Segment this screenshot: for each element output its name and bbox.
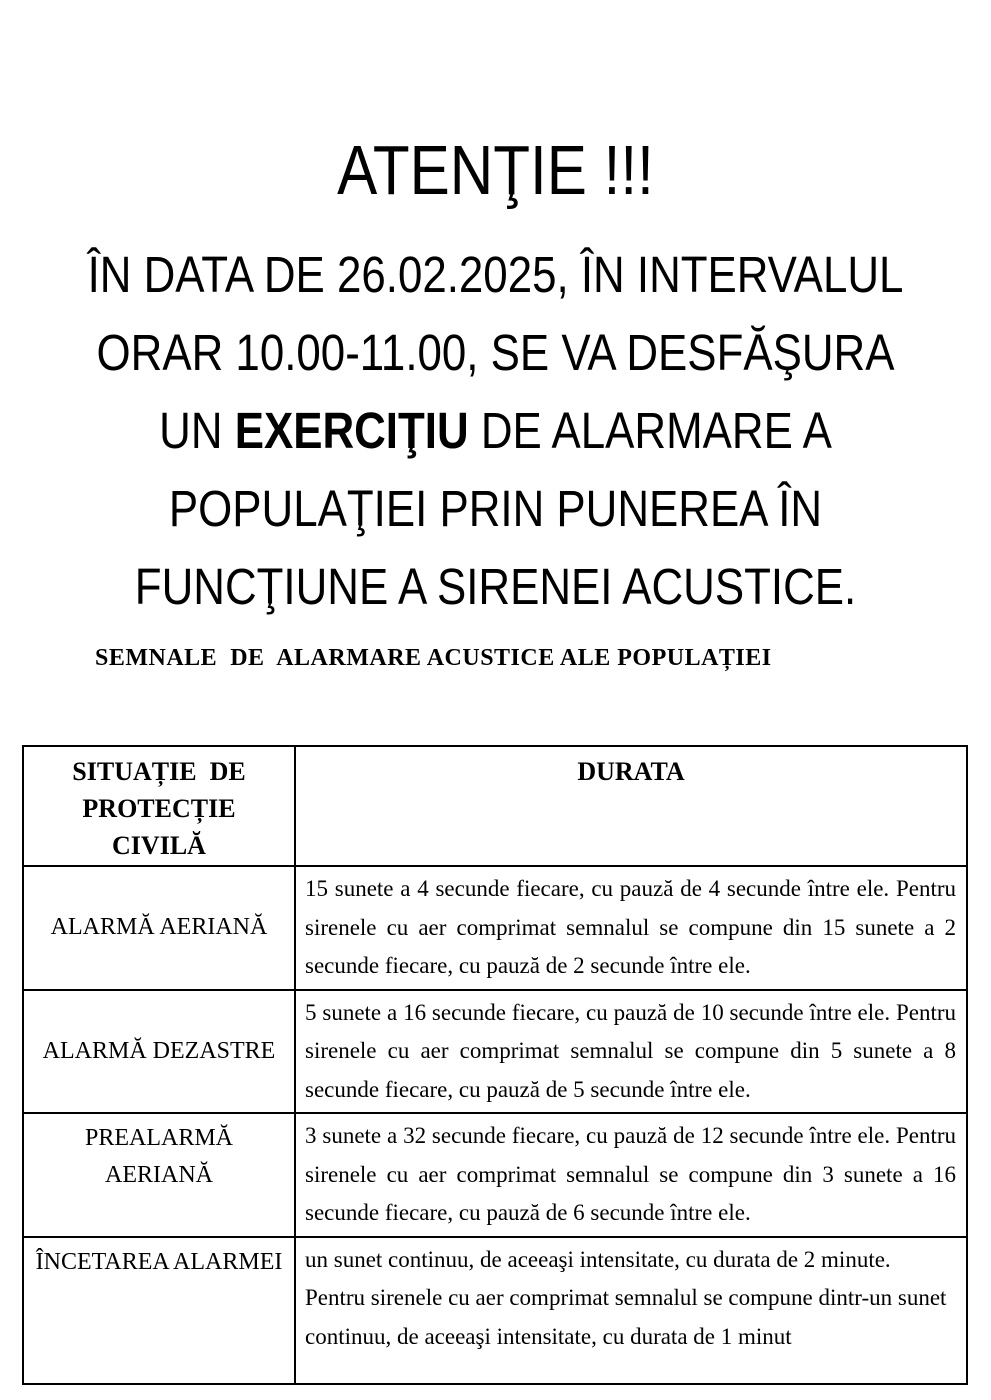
section-subtitle: SEMNALE DE ALARMARE ACUSTICE ALE POPULAȚIEI [95, 645, 772, 671]
row-label: ALARMĂ DEZASTRE [23, 990, 295, 1114]
table-row-alarma-aeriana [23, 866, 967, 990]
table-row-prealarma-aeriana [23, 1113, 967, 1237]
table-header-row [23, 746, 967, 866]
header-situatie-line-2: PROTECȚIE [82, 794, 236, 823]
row-description: un sunet continuu, de aceeaşi intensitate, cu durata de 2 minute. Pentru sirenele cu aer comprimat semnalul se compune dintr-un sunet continuu, de aceeaşi intensitate, cu durata de 1 minut [295, 1237, 967, 1384]
notice-line-1: ÎN DATA DE 26.02.2025, ÎN INTERVALUL [87, 246, 904, 303]
header-situatie-line-1: SITUAȚIE DE [72, 757, 246, 786]
notice-line-3-bold: EXERCIŢIU [234, 402, 469, 459]
header-situatie [23, 746, 295, 866]
row-description: 3 sunete a 32 secunde fiecare, cu pauză de 12 secunde între ele. Pentru sirenele cu aer comprimat semnalul se compune din 3 sunete a 16 secunde fiecare, cu pauză de 6 secunde între ele. [295, 1113, 967, 1237]
notice-line-3-post: DE ALARMARE A [468, 402, 832, 459]
notice-line-4: POPULAŢIEI PRIN PUNEREA ÎN [168, 480, 823, 537]
notice-line-5: FUNCŢIUNE A SIRENEI ACUSTICE. [134, 558, 857, 615]
row-description: 5 sunete a 16 secunde fiecare, cu pauză de 10 secunde între ele. Pentru sirenele cu aer comprimat semnalul se compune din 5 sunete a 8 secunde fiecare, cu pauză de 5 secunde între ele. [295, 990, 967, 1114]
header-durata: DURATA [295, 746, 967, 866]
row-description: 15 sunete a 4 secunde fiecare, cu pauză de 4 secunde între ele. Pentru sirenele cu aer comprimat semnalul se compune din 15 sunete a 2 secunde fiecare, cu pauză de 2 secunde între ele. [295, 866, 967, 990]
row-label: ÎNCETAREA ALARMEI [23, 1237, 295, 1384]
header-situatie-line-3: CIVILĂ [112, 831, 206, 860]
page-title: ATENŢIE !!! [337, 131, 654, 209]
notice-line-2: ORAR 10.00-11.00, SE VA DESFĂŞURA [96, 324, 895, 381]
table-row-incetarea-alarmei [23, 1237, 967, 1384]
row-label: ALARMĂ AERIANĂ [23, 866, 295, 990]
row-label: PREALARMĂ AERIANĂ [23, 1113, 295, 1237]
table-row-alarma-dezastre [23, 990, 967, 1114]
alarm-signals-table [22, 745, 968, 1385]
notice-line-3 [69, 392, 921, 470]
notice-paragraph [0, 236, 991, 626]
notice-line-3-pre: UN [159, 402, 235, 459]
